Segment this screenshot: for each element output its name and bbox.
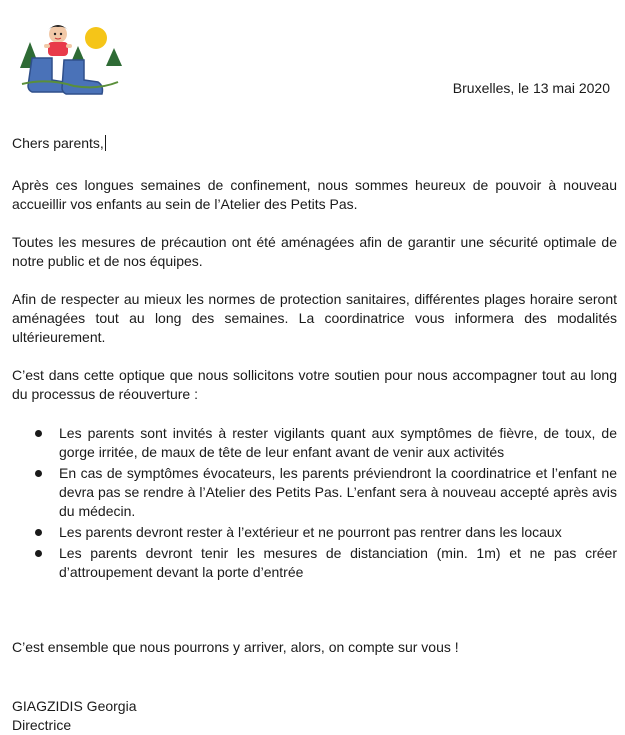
kindergarten-logo [18, 20, 122, 98]
list-item: Les parents devront rester à l’extérieur et ne pourront pas rentrer dans les locaux [12, 523, 617, 542]
signature-title: Directrice [12, 717, 72, 733]
paragraph-precautions: Toutes les mesures de précaution ont été aménagées afin de garantir une sécurité optimale de notre public et de nos équipes. [12, 234, 617, 269]
salutation: Chers parents, [12, 135, 104, 151]
bullet-icon [35, 430, 42, 437]
list-item: Les parents devront tenir les mesures de distanciation (min. 1m) et ne pas créer d’attroupement devant la porte d’entrée [12, 544, 617, 582]
paragraph-reopening: Après ces longues semaines de confinement, nous sommes heureux de pouvoir à nouveau accueillir vos enfants au sein de l’Atelier des Petits Pas. [12, 177, 617, 212]
bullet-icon [35, 529, 42, 536]
closing-line: C’est ensemble que nous pourrons y arriver, alors, on compte sur vous ! [12, 639, 459, 655]
letter-date: Bruxelles, le 13 mai 2020 [452, 80, 610, 96]
kindergarten-logo-icon [18, 20, 122, 98]
paragraph-support: C’est dans cette optique que nous sollicitons votre soutien pour nous accompagner tout au long du processus de réouverture : [12, 367, 617, 402]
measures-list [12, 424, 617, 584]
list-item: En cas de symptômes évocateurs, les parents préviendront la coordinatrice et l’enfant ne devra pas se rendre à l’Atelier des Petits Pas. L’enfant sera à nouveau accepté après avis du médecin. [12, 464, 617, 521]
list-item: Les parents sont invités à rester vigilants quant aux symptômes de fièvre, de toux, de gorge irritée, de maux de tête de leur enfant avant de venir aux activités [12, 424, 617, 462]
paragraph-schedule: Afin de respecter au mieux les normes de protection sanitaires, différentes plages horaire seront aménagées tout au long des semaines. La coordinatrice vous informera des modalités ultérieurement. [12, 291, 617, 345]
bullet-icon [35, 470, 42, 477]
signature-name: GIAGZIDIS Georgia [12, 698, 137, 714]
text-cursor [105, 135, 106, 151]
bullet-icon [35, 550, 42, 557]
